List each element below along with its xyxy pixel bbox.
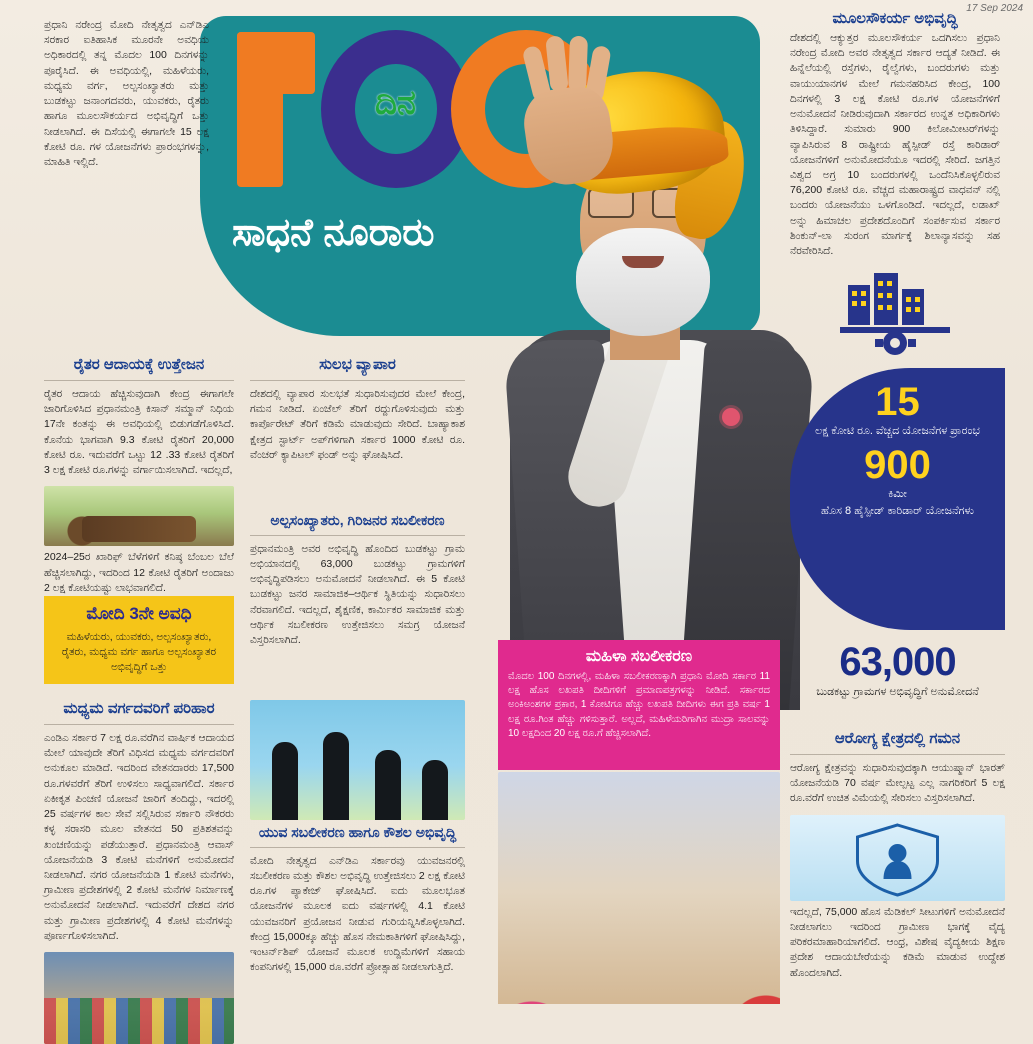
farmer-plough-photo [44,486,234,546]
women-empowerment-box [498,640,780,770]
stat-900-sub: ಹೊಸ 8 ಹೈಸ್ಪೀಡ್ ಕಾರಿಡಾರ್ ಯೋಜನೆಗಳು [821,504,974,517]
modi-mouth [622,256,664,268]
logo-digit-one-top [237,32,315,94]
stat-900-unit: ಕಿಮೀ [888,487,907,500]
modi-finger [568,36,588,93]
publication-date: 17 Sep 2024 [966,3,1023,14]
divider [250,380,465,381]
intro-text: ಪ್ರಧಾನಿ ನರೇಂದ್ರ ಮೋದಿ ನೇತೃತ್ವದ ಎನ್‌ಡಿಎ ಸರಕಾರ ಐತಿಹಾಸಿಕ ಮೂರನೇ ಅವಧಿಯ ಅಧಿಕಾರದಲ್ಲಿ ತನ್ನ ಮೊದಲ 100 ದಿನಗಳನ್ನು ಪೂರೈಸಿದೆ. ಈ ಅವಧಿಯಲ್ಲಿ, ಮಹಿಳೆಯರು, ಮಧ್ಯಮ ವರ್ಗ, ಅಲ್ಪಸಂಖ್ಯಾತರು ಮತ್ತು ಬುಡಕಟ್ಟು ಜನಾಂಗದವರು, ಯುವಕರು, ರೈತರು ಹಾಗೂ ಮೂಲಸೌಕರ್ಯದ ಅಭಿವೃದ್ಧಿಗೆ ಒತ್ತು ನೀಡಲಾಗಿದೆ. ಈ ದಿಸೆಯಲ್ಲಿ ಈಗಾಗಲೇ 15 ಲಕ್ಷ ಕೋಟಿ ರೂ. ಗಳ ಯೋಜನೆಗಳು ಪ್ರಾರಂಭಗಳನ್ನು, ಮಾಹಿತಿ ಇಲ್ಲಿದೆ. [44,19,209,168]
health-insurance-photo [790,815,1005,901]
minority-text: ಪ್ರಧಾನಮಂತ್ರಿ ಅವರ ಅಭಿವೃದ್ಧಿ ಹೊಂದಿದ ಬುಡಕಟ್ಟು ಗ್ರಾಮ ಅಭಿಯಾನದಲ್ಲಿ 63,000 ಬುಡಕಟ್ಟು ಗ್ರಾಮಗಳಿಗೆ ಅಭಿವೃದ್ಧಿಪಡಿಸಲು ಅನುಮೋದನೆ ನೀಡಲಾಗಿದೆ. ಈ 5 ಕೋಟಿ ಬುಡಕಟ್ಟು ಜನರ ಸಾಮಾಜಿಕ–ಆರ್ಥಿಕ ಸ್ಥಿತಿಯನ್ನು ಸುಧಾರಿಸಲು ನೆರವಾಗಲಿದೆ. ಇದಲ್ಲದೆ, ಶೈಕ್ಷಣಿಕ, ಕಾರ್ಮಿಕರ ಸಾಮಾಜಿಕ ಮತ್ತು ಆರ್ಥಿಕ ಸಬಲೀಕರಣ ಉತ್ತೇಜಿಸಲು ಸಮಗ್ರ ಯೋಜನೆ ವಿಸ್ತರಿಸಲಾಗಿದೆ. [250,542,465,647]
youth-silhouette-photo [250,700,465,820]
divider [44,380,234,381]
women-photo-image [498,772,780,1004]
stat-63000-number: 63,000 [839,640,956,684]
infrastructure-title: ಮೂಲಸೌಕರ್ಯ ಅಭಿವೃದ್ಧಿ [832,10,958,27]
middle-class-title: ಮಧ್ಯಮ ವರ್ಗದವರಿಗೆ ಪರಿಹಾರ [63,700,215,717]
infrastructure-section [790,10,1000,363]
tribal-villages-stat [790,640,1005,700]
health-title: ಆರೋಗ್ಯ ಕ್ಷೇತ್ರದಲ್ಲಿ ಗಮನ [834,730,961,747]
infrastructure-gear-buildings-icon [830,267,960,357]
women-group-photo [498,772,780,1004]
women-text: ಮೊದಲ 100 ದಿನಗಳಲ್ಲಿ, ಮಹಿಳಾ ಸಬಲೀಕರಣಕ್ಕಾಗಿ ಪ್ರಧಾನಿ ಮೋದಿ ಸರ್ಕಾರ 11 ಲಕ್ಷ ಹೊಸ ಲಖಪತಿ ದೀದಿಗಳಿಗೆ ಪ್ರಮಾಣಪತ್ರಗಳನ್ನು ನೀಡಿದೆ. ಸರ್ಕಾರದ ಅಂಕಿಅಂಶಗಳ ಪ್ರಕಾರ, 1 ಕೋಟಿಗೂ ಹೆಚ್ಚು ಲಖಪತಿ ದೀದಿಗಳು ಈಗ ಪ್ರತಿ ವರ್ಷ 1 ಲಕ್ಷ ರೂ.ಗಿಂತ ಹೆಚ್ಚು ಗಳಿಸುತ್ತಾರೆ. ಅಲ್ಲದೆ, ಮಹಿಳೆಯರಿಗಾಗಿನ ಮುದ್ರಾ ಸಾಲವನ್ನು 10 ಲಕ್ಷದಿಂದ 20 ಲಕ್ಷ ರೂ.ಗೆ ಹೆಚ್ಚಿಸಲಾಗಿದೆ. [508,671,770,739]
business-text: ದೇಶದಲ್ಲಿ ವ್ಯಾಪಾರ ಸುಲಭತೆ ಸುಧಾರಿಸುವುದರ ಮೇಲೆ ಕೇಂದ್ರ, ಗಮನ ನೀಡಿದೆ. ಏಂಜೆಲ್ ತೆರಿಗೆ ರದ್ದುಗೊಳಿಸುವುದು ಮತ್ತು ಕಾರ್ಪೊರೇಟ್ ತೆರಿಗೆ ಕಡಿಮೆ ಮಾಡುವುದು ಸೇರಿದೆ. ಬಾಹ್ಯಾಕಾಶ ಕ್ಷೇತ್ರದ ಸ್ಟಾರ್ಟ್ ಅಪ್‌ಗಳಿಗಾಗಿ ಸರ್ಕಾರ 1000 ಕೋಟಿ ರೂ. ವೆಂಚರ್ ಕ್ಯಾಪಿಟಲ್ ಫಂಡ್ ಅನ್ನು ಘೋಷಿಸಿದೆ. [250,388,465,461]
minority-title: ಅಲ್ಪಸಂಖ್ಯಾತರು, ಗಿರಿಜನರ ಸಬಲೀಕರಣ [270,512,445,528]
modi-term-box [44,588,234,684]
health-text-1: ಆರೋಗ್ಯ ಕ್ಷೇತ್ರವನ್ನು ಸುಧಾರಿಸುವುದಕ್ಕಾಗಿ ಆಯುಷ್ಮಾನ್ ಭಾರತ್ ಯೋಜನೆಯಡಿ 70 ವರ್ಷ ಮೇಲ್ಪಟ್ಟ ಎಲ್ಲ ನಾಗರಿಕರಿಗೆ 5 ಲಕ್ಷ ರೂ.ವರೆಗೆ ಉಚಿತ ವಿಮೆಯಲ್ಲಿ ಸೇರಿಸಲು ವಿಸ್ತರಿಸಲಾಗಿದೆ. [790,762,1005,805]
middle-class-text: ಎಂಡಿಎ ಸರ್ಕಾರ 7 ಲಕ್ಷ ರೂ.ವರೆಗಿನ ವಾರ್ಷಿಕ ಆದಾಯದ ಮೇಲೆ ಯಾವುದೇ ತೆರಿಗೆ ವಿಧಿಸದ ಮಧ್ಯಮ ವರ್ಗದವರಿಗೆ ಅನುಕೂಲ ಮಾಡಿದೆ. ಇದರಿಂದ ವೇತನದಾರರು 17,500 ರೂ.ಗಳವರೆಗೆ ತೆರಿಗೆ ಉಳಿಸಲು ಸಾಧ್ಯವಾಗಲಿದೆ. ಸರ್ಕಾರ ಏಕೀಕೃತ ಪಿಂಚಣಿ ಯೋಜನೆ ಜಾರಿಗೆ ತಂದಿದ್ದು, ಇದರಲ್ಲಿ 25 ವರ್ಷಗಳ ಕಾಲ ಸೇವೆ ಸಲ್ಲಿಸಿರುವ ಸರ್ಕಾರಿ ನೌಕರರು ಕಳ್ಳ ಸರಾಸರಿ ಮೂಲ ವೇತನದ 50 ಪ್ರತಿಶತವನ್ನು ಖಂಚಣಿಯನ್ನು ಪಡೆಯುತ್ತಾರೆ. ಪ್ರಧಾನಮಂತ್ರಿ ಆವಾಸ್ ಯೋಜನೆಯಡಿ 3 ಕೋಟಿ ಮನೆಗಳಿಗೆ ಅನುಮೋದನೆ ನೀಡಲಾಗಿದೆ. ನಗರ ಯೋಜನೆಯಡಿ 1 ಕೋಟಿ ಮನೆಗಳು, ಗ್ರಾಮೀಣ ಪ್ರದೇಶಗಳಲ್ಲಿ 2 ಕೋಟಿ ಮನೆಗಳ ನಿರ್ಮಾಣಕ್ಕೆ ಅನುಮೋದನೆ ನೀಡಲಾಗಿದೆ. ಇದುವರೆಗೆ ದೇಶದ ನಗರ ಮತ್ತು ಗ್ರಾಮೀಣ ಪ್ರದೇಶಗಳಲ್ಲಿ 4 ಕೋಟಿ ಮನೆಗಳನ್ನು ಪೂರ್ಣಗೊಳಿಸಲಾಗಿದೆ. [44,732,234,942]
business-title: ಸುಲಭ ವ್ಯಾಪಾರ [319,356,396,373]
health-text-2: ಇದಲ್ಲದೆ, 75,000 ಹೊಸ ಮೆಡಿಕಲ್ ಸೀಟುಗಳಿಗೆ ಅನುಮೋದನೆ ನೀಡಲಾಗಲು ಇದರಿಂದ ಗ್ರಾಮೀಣ ಭಾಗಕ್ಕೆ ವೈದ್ಯ ಪರಿಕರಮಾಹಾರಿಯಾಗಲಿದೆ. ಆಂಧ್ರ, ವಿಶೇಷ ವೈದ್ಯಕೀಯ ಶಿಕ್ಷಣ ಪ್ರದೇಶ ಆದಾಯಬೇರೆಯನ್ನು ಕಡಿಮೆ ಮಾಡುವ ಉದ್ದೇಶ ಹೊಂದಲಾಗಿದೆ. [790,905,1005,979]
divider [44,724,234,725]
farmer-text-2: 2024–25ರ ಖಾರಿಫ್ ಬೆಳೆಗಳಿಗೆ ಕನಿಷ್ಠ ಬೆಂಬಲ ಬೆಲೆ ಹೆಚ್ಚಿಸಲಾಗಿದ್ದು, ಇದರಿಂದ 12 ಕೋಟಿ ರೈತರಿಗೆ ಅಂದಾಜು 2 ಲಕ್ಷ ಕೋಟಿಯಷ್ಟು ಲಾಭವಾಗಲಿದೆ. [44,551,234,594]
key-stats-panel [790,368,1005,630]
modi-term-text: ಮಹಿಳೆಯರು, ಯುವಕರು, ಅಲ್ಪಸಂಖ್ಯಾತರು, ರೈತರು, ಮಧ್ಯಮ ವರ್ಗ ಹಾಗೂ ಅಲ್ಪಸಂಖ್ಯಾತರ ಅಭಿವೃದ್ಧಿಗೆ ಒತ್ತು [61,631,217,674]
farmer-text-1: ರೈತರ ಆದಾಯ ಹೆಚ್ಚಿಸುವುದಾಗಿ ಕೇಂದ್ರ ಈಗಾಗಲೇ ಜಾರಿಗೊಳಿಸಿದ ಪ್ರಧಾನಮಂತ್ರಿ ಕಿಸಾನ್ ಸಮ್ಮಾನ್ ನಿಧಿಯ 17ನೇ ಕಂತನ್ನು ಈ ಅವಧಿಯಲ್ಲಿ ಬಿಡುಗಡೆಗೊಳಿಸಿದೆ. ಕೊನೆಯ ಭಾಗವಾಗಿ 9.3 ಕೋಟಿ ರೈತರಿಗೆ 20,000 ಕೋಟಿ ರೂ. ಇದುವರೆಗೆ ಒಟ್ಟು 12 .33 ಕೋಟಿ ರೈತರಿಗೆ 3 ಲಕ್ಷ ಕೋಟಿ ರೂ.ಗಳನ್ನು ವರ್ಗಾಯಿಸಲಾಗಿದೆ. ಇದಲ್ಲದೆ, [44,388,234,477]
farmer-section [44,356,234,604]
intro-column [44,14,209,178]
stat-15-number: 15 [875,380,920,424]
health-section [790,730,1005,989]
stat-15-label: ಲಕ್ಷ ಕೋಟಿ ರೂ. ವೆಚ್ಚದ ಯೋಜನೆಗಳ ಪ್ರಾರಂಭ [815,425,980,437]
youth-title: ಯುವ ಸಬಲೀಕರಣ ಹಾಗೂ ಕೌಶಲ ಅಭಿವೃದ್ಧಿ [258,824,457,840]
modi-beard [576,228,710,336]
hero-headline: ಸಾಧನೆ ನೂರಾರು [232,212,435,254]
village-crowd-photo [44,952,234,1044]
business-section [250,356,465,471]
youth-section [250,700,465,984]
modi-term-title: ಮೋದಿ 3ನೇ ಅವಧಿ [86,604,192,623]
health-shield-icon [790,815,1005,901]
silhouette-figure [272,742,298,820]
logo-dina-label: ದಿನ [375,84,416,122]
modi-pocket-flower [722,408,740,426]
divider [250,535,465,536]
silhouette-figure [375,750,401,820]
infrastructure-text-a: ದೇಶದಲ್ಲಿ ಆಕ್ಯುತ್ತರ ಮೂಲಸೌಕರ್ಯ ಒದಗಿಸಲು ಪ್ರಧಾನಿ ನರೇಂದ್ರ ಮೋದಿ ಅವರ ನೇತೃತ್ವದ ಸರ್ಕಾರ ಆದ್ಯತೆ ನೀಡಿದೆ. ಈ ಹಿನ್ನೆಲೆಯಲ್ಲಿ ರಸ್ತೆಗಳು, ರೈಲ್ವೆಗಳು, ಬಂದರುಗಳು ಮತ್ತು ವಾಯುಯಾನಗಳ ಮೇಲೆ ಗಮನಹರಿಸಿದ ಕೇಂದ್ರ, 100 ದಿನಗಳಲ್ಲಿ 3 ಲಕ್ಷ ಕೋಟಿ ರೂ.ಗಳ ಯೋಜನೆಗಳಿಗೆ ಅನುಮೋದನೆ ನೀಡಿರುವುದಾಗಿ ಸರ್ಕಾರದ ಉನ್ನತ ಅಧಿಕಾರಿಗಳು ತಿಳಿಸಿದ್ದಾರೆ. ಸುಮಾರು 900 ಕಿಲೋಮೀಟರ್‌ಗಳನ್ನು ವ್ಯಾಪಿಸಿರುವ 8 ರಾಷ್ಟ್ರೀಯ ಹೈಸ್ಪೀಡ್ ರಸ್ತೆ ಕಾರಿಡಾರ್ ಯೋಜನೆಗಳಿಗೆ ಅನುಮೋದನೆಯೂ ಇದರಲ್ಲಿ ಸೇರಿದೆ. ಜಗತ್ತಿನ ವಿಶ್ವದ ಅಗ್ರ 10 ಬಂದರುಗಳಲ್ಲಿ ಒಂದೆನಿಸಿಕೊಳ್ಳಲಿರುವ 76,200 ಕೋಟಿ ರೂ. ವೆಚ್ಚದ ಮಹಾರಾಷ್ಟ್ರದ ವಾಧವನ್ ನಲ್ಲಿ ಬಂದರು ಯೋಜನೆಯು ಒಳಗೊಂಡಿದೆ. ಇದಲ್ಲದೆ, ಲಡಾಖ್ ಅನ್ನು ಹಿಮಾಚಲ ಪ್ರದೇಶದೊಂದಿಗೆ ಸಂಪರ್ಕಿಸುವ ಸರ್ಕಾರ ಶಿಂಕುನ್-ಲಾ ಸುರಂಗ ಮಾರ್ಗಕ್ಕೆ ಶಿಲಾನ್ಯಾಸವನ್ನು ಸಹ ನೆರವೇರಿಸಿದೆ. [790,32,1000,258]
youth-text: ಮೋದಿ ನೇತೃತ್ವದ ಎನ್‌ಡಿಎ ಸರ್ಕಾರವು ಯುವಜನರಲ್ಲಿ ಸಬಲೀಕರಣ ಮತ್ತು ಕೌಶಲ ಅಭಿವೃದ್ಧಿ ಉತ್ತೇಜಿಸಲು 2 ಲಕ್ಷ ಕೋಟಿ ರೂ.ಗಳ ಪ್ಯಾಕೇಜ್ ಘೋಷಿಸಿದೆ. ಐದು ಮೂಲಭೂತ ಯೋಜನೆಗಳ ಮೂಲಕ ಐದು ವರ್ಷಗಳಲ್ಲಿ 4.1 ಕೋಟಿ ಯುವಜನರಿಗೆ ಪ್ರಯೋಜನ ನೀಡುವ ಗುರಿಯನ್ನಿಸಿಕೊಳ್ಳಲಾಗಿದೆ. ಕೇಂದ್ರ 15,000ಕ್ಕೂ ಹೆಚ್ಚು ಹೊಸ ನೇಮಕಾತಿಗಳಿಗೆ ಘೋಷಿಸಿದ್ದು, ಇಂಟರ್ನ್‌ಶಿಪ್ ಯೋಜನೆ ಮೂಲಕ ಉದ್ದಿಮೆಗಳಿಗೆ ಸಹಾಯ ಕಂಪನಿಗಳಲ್ಲಿ 15,000 ರೂ.ವರೆಗೆ ಪ್ರೋತ್ಸಾಹ ನೀಡಲಾಗುತ್ತಿದೆ. [250,854,465,974]
middle-class-section [44,700,234,1044]
modi-photo [430,10,802,710]
stat-63000-label: ಬುಡಕಟ್ಟು ಗ್ರಾಮಗಳ ಅಭಿವೃದ್ಧಿಗೆ ಅನುಮೋದನೆ [816,686,979,698]
silhouette-figure [422,760,448,820]
minority-section [250,512,465,656]
women-title: ಮಹಿಳಾ ಸಬಲೀಕರಣ [585,648,693,665]
silhouette-figure [323,732,349,820]
stat-900-number: 900 [864,442,931,487]
farmer-title: ರೈತರ ಆದಾಯಕ್ಕೆ ಉತ್ತೇಜನ [73,356,205,373]
divider [250,847,465,848]
divider [790,754,1005,755]
